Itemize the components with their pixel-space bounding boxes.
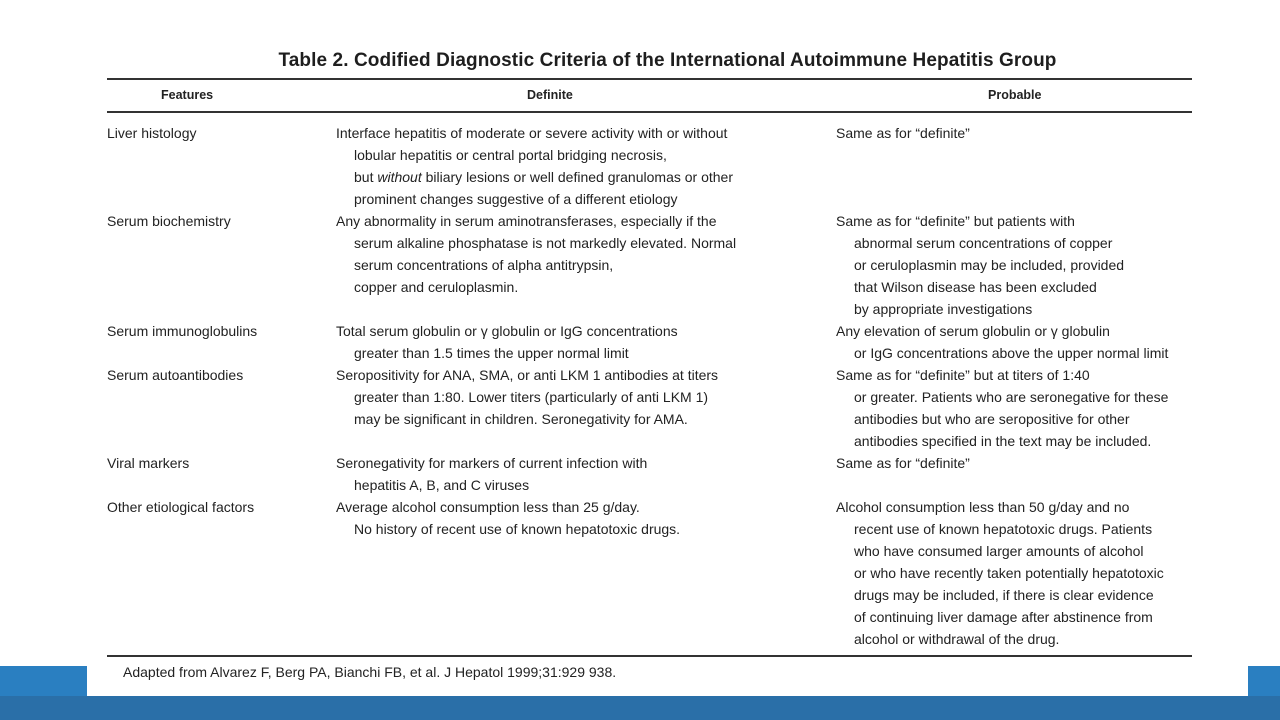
feature-cell: Serum autoantibodies xyxy=(107,367,244,383)
definite-cell xyxy=(336,210,736,298)
cell-line: Seronegativity for markers of current infection with xyxy=(336,455,648,471)
cell-line: prominent changes suggestive of a different etiology xyxy=(354,191,678,207)
cell-line: recent use of known hepatotoxic drugs. Patients xyxy=(854,521,1153,537)
cell-line: by appropriate investigations xyxy=(854,301,1033,317)
emphasis-text: without xyxy=(377,169,422,185)
cell-line: Same as for “definite” xyxy=(836,125,970,141)
cell-line: Any elevation of serum globulin or γ globulin xyxy=(836,323,1110,339)
cell-line: Alcohol consumption less than 50 g/day and no xyxy=(836,499,1130,515)
bottom-rule xyxy=(107,655,1192,657)
top-rule xyxy=(107,78,1192,80)
accent-band-bottom xyxy=(0,696,1280,720)
cell-line: Any abnormality in serum aminotransferases, especially if the xyxy=(336,213,717,229)
cell-line: greater than 1.5 times the upper normal limit xyxy=(354,345,629,361)
footnote: Adapted from Alvarez F, Berg PA, Bianchi FB, et al. J Hepatol 1999;31:929 938. xyxy=(123,664,617,680)
table-title: Table 2. Codified Diagnostic Criteria of the International Autoimmune Hepatitis Group xyxy=(278,50,1057,71)
cell-line: serum alkaline phosphatase is not markedly elevated. Normal xyxy=(354,235,737,251)
cell-line xyxy=(336,166,733,188)
cell-line: or ceruloplasmin may be included, provided xyxy=(854,257,1125,273)
cell-line-text: biliary lesions or well defined granulomas or other xyxy=(421,169,733,185)
definite-cell xyxy=(336,496,680,540)
column-header-probable: Probable xyxy=(988,88,1042,102)
cell-line: copper and ceruloplasmin. xyxy=(354,279,519,295)
cell-line: Same as for “definite” but patients with xyxy=(836,213,1075,229)
cell-line: who have consumed larger amounts of alcohol xyxy=(854,543,1144,559)
table-document xyxy=(87,40,1248,696)
cell-line: Average alcohol consumption less than 25 g/day. xyxy=(336,499,640,515)
cell-line: antibodies specified in the text may be included. xyxy=(854,433,1152,449)
cell-line: serum concentrations of alpha antitrypsin, xyxy=(354,257,614,273)
cell-line: or greater. Patients who are seronegative for these xyxy=(854,389,1169,405)
header-rule xyxy=(107,111,1192,113)
feature-cell: Liver histology xyxy=(107,125,197,141)
cell-line: Seropositivity for ANA, SMA, or anti LKM 1 antibodies at titers xyxy=(336,367,719,383)
feature-cell: Serum biochemistry xyxy=(107,213,231,229)
column-header-features: Features xyxy=(161,88,214,102)
cell-line: or who have recently taken potentially hepatotoxic xyxy=(854,565,1164,581)
column-header-definite: Definite xyxy=(527,88,573,102)
probable-cell xyxy=(836,210,1124,320)
definite-cell xyxy=(336,320,678,364)
cell-line: abnormal serum concentrations of copper xyxy=(854,235,1113,251)
cell-line: Same as for “definite” xyxy=(836,455,970,471)
feature-cell: Serum immunoglobulins xyxy=(107,323,258,339)
probable-cell xyxy=(836,496,1164,650)
cell-line: or IgG concentrations above the upper normal limit xyxy=(854,345,1169,361)
feature-cell: Other etiological factors xyxy=(107,499,255,515)
cell-line: that Wilson disease has been excluded xyxy=(854,279,1097,295)
feature-cell: Viral markers xyxy=(107,455,190,471)
cell-line: Total serum globulin or γ globulin or IgG concentrations xyxy=(336,323,678,339)
definite-cell xyxy=(336,364,718,430)
probable-cell xyxy=(836,320,1168,364)
definite-cell xyxy=(336,122,733,210)
probable-cell xyxy=(836,122,970,144)
cell-line: Interface hepatitis of moderate or severe activity with or without xyxy=(336,125,728,141)
cell-line: may be significant in children. Seronegativity for AMA. xyxy=(354,411,688,427)
probable-cell xyxy=(836,364,1168,452)
probable-cell xyxy=(836,452,970,474)
cell-line: greater than 1:80. Lower titers (particularly of anti LKM 1) xyxy=(354,389,709,405)
cell-line: lobular hepatitis or central portal bridging necrosis, xyxy=(354,147,667,163)
cell-line: Same as for “definite” but at titers of 1:40 xyxy=(836,367,1090,383)
cell-line: drugs may be included, if there is clear evidence xyxy=(854,587,1154,603)
cell-line: hepatitis A, B, and C viruses xyxy=(354,477,530,493)
definite-cell xyxy=(336,452,647,496)
cell-line: of continuing liver damage after abstinence from xyxy=(854,609,1153,625)
cell-line: No history of recent use of known hepatotoxic drugs. xyxy=(354,521,681,537)
cell-line: antibodies but who are seropositive for other xyxy=(854,411,1130,427)
cell-line-text: but xyxy=(354,169,378,185)
cell-line: alcohol or withdrawal of the drug. xyxy=(854,631,1060,647)
